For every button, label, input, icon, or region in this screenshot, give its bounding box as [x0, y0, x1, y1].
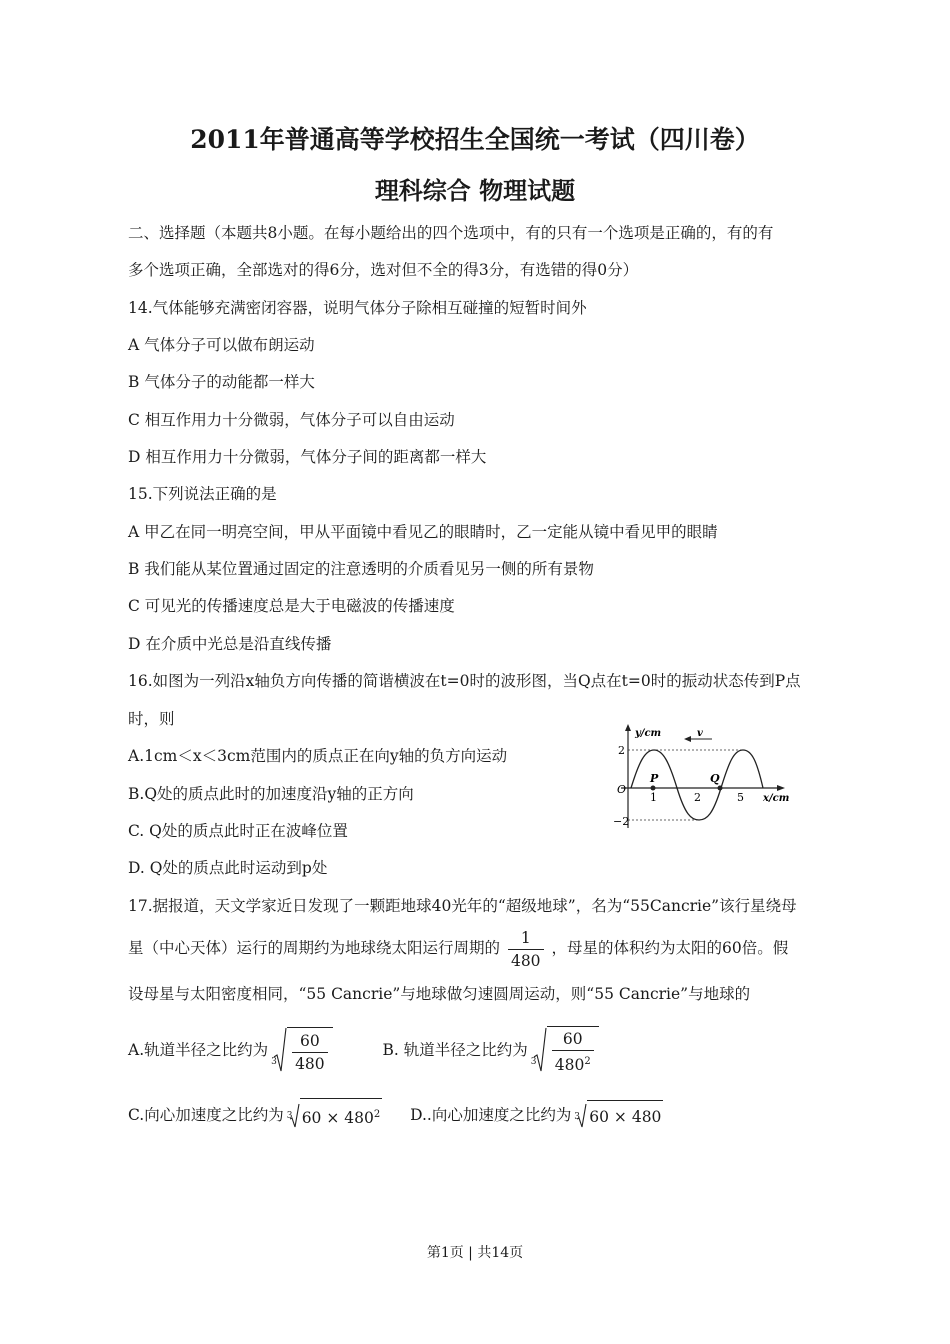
q15-option-a: A 甲乙在同一明亮空间，甲从平面镜中看见乙的眼睛时，乙一定能从镜中看见甲的眼睛	[128, 523, 718, 541]
q16-option-b: B.Q处的质点此时的加速度沿y轴的正方向	[128, 785, 414, 803]
wave-q-label: Q	[710, 772, 720, 785]
q17-option-d-root	[576, 1099, 663, 1133]
q16-stem-line-1: 16.如图为一列沿x轴负方向传播的简谐横波在t=0时的波形图，当Q点在t=0时的振动状态传到P点	[128, 672, 801, 690]
q17-option-d-radicand	[587, 1100, 663, 1133]
q17-option-c-radicand	[300, 1098, 383, 1134]
q17-option-c-text: C.向心加速度之比约为	[128, 1106, 284, 1125]
q16-option-a: A.1cm＜x＜3cm范围内的质点正在向y轴的负方向运动	[128, 747, 508, 765]
wave-y-tick-top: 2	[618, 744, 625, 757]
q17-option-c-root-index: 3	[286, 1111, 293, 1121]
q17-option-b-denominator-base: 480	[554, 1056, 585, 1075]
q17-stem-line-2-pre: 星（中心天体）运行的周期约为地球绕太阳运行周期的	[128, 939, 501, 957]
q17-option-d-root-index: 3	[574, 1112, 580, 1123]
q15-option-c: C 可见光的传播速度总是大于电磁波的传播速度	[128, 597, 455, 615]
q17-stem-line-2-post: ，母星的体积约为太阳的60倍。假	[551, 939, 789, 957]
q17-option-c-expr: 60 × 480	[301, 1109, 374, 1128]
q17-option-b-text: B. 轨道半径之比约为	[382, 1041, 528, 1060]
instructions-line-1: 二、选择题（本题共8小题。在每小题给出的四个选项中，有的只有一个选项是正确的，有的有	[128, 224, 774, 242]
q17-option-b-root-index: 3	[530, 1057, 537, 1067]
q17-option-a-denominator: 480	[295, 1055, 325, 1074]
q16-stem-line-2: 时，则	[128, 710, 175, 728]
q17-period-denominator: 480	[510, 951, 541, 970]
q14-option-c: C 相互作用力十分微弱，气体分子可以自由运动	[128, 411, 455, 429]
wave-point-q	[718, 786, 723, 791]
q17-option-d-expr: 60 × 480	[589, 1107, 662, 1126]
q15-option-b: B 我们能从某位置通过固定的注意透明的介质看见另一侧的所有景物	[128, 560, 594, 578]
wave-point-p	[651, 786, 656, 791]
page-footer: 第1页 | 共14页	[426, 1245, 524, 1261]
q14-option-d: D 相互作用力十分微弱，气体分子间的距离都一样大	[128, 448, 487, 466]
q17-option-d-text: D..向心加速度之比约为	[410, 1106, 572, 1125]
q17-stem-line-1: 17.据报道，天文学家近日发现了一颗距地球40光年的“超级地球”，名为“55Cancrie”该行星绕母	[128, 897, 797, 915]
q17-option-a-fraction	[292, 1030, 328, 1075]
q17-option-a-root-index: 3	[271, 1057, 277, 1068]
q14-option-a: A 气体分子可以做布朗运动	[128, 336, 315, 354]
page-title: 2011年普通高等学校招生全国统一考试（四川卷）	[190, 125, 760, 154]
wave-y-label: y/cm	[635, 728, 662, 739]
wave-x-label: x/cm	[763, 793, 790, 804]
wave-p-label: P	[650, 772, 659, 785]
q17-option-a-root	[273, 1026, 333, 1076]
wave-x-tick-1: 1	[650, 791, 657, 804]
q17-period-fraction	[508, 927, 544, 972]
q14-stem: 14.气体能够充满密闭容器，说明气体分子除相互碰撞的短暂时间外	[128, 299, 587, 317]
q17-option-a-radicand	[287, 1027, 333, 1076]
q16-option-c: C. Q处的质点此时正在波峰位置	[128, 822, 348, 840]
wave-x-arrow	[777, 785, 785, 791]
q16-option-d: D. Q处的质点此时运动到p处	[128, 859, 328, 877]
q17-stem-line-2	[128, 924, 788, 972]
q17-option-c-exponent: 2	[373, 1109, 381, 1120]
q17-option-b-denominator	[552, 1051, 594, 1076]
q17-option-b-radicand	[547, 1026, 599, 1076]
wave-y-tick-bottom: −2	[613, 815, 630, 828]
wave-origin-label: O	[617, 783, 627, 796]
q17-option-b-exponent: 2	[584, 1055, 591, 1067]
q15-option-d: D 在介质中光总是沿直线传播	[128, 635, 332, 653]
wave-curve	[631, 750, 763, 820]
wave-x-tick-2: 2	[694, 791, 701, 804]
instructions-line-2: 多个选项正确，全部选对的得6分，选对但不全的得3分，有选错的得0分）	[128, 261, 639, 279]
wave-y-arrow	[625, 724, 631, 731]
q17-option-b-fraction	[552, 1028, 594, 1076]
q17-option-b-numerator: 60	[552, 1028, 594, 1051]
q17-option-b-root	[530, 1026, 599, 1076]
q17-options-ab	[128, 1026, 599, 1076]
q17-option-c-root	[286, 1098, 383, 1134]
q17-options-cd	[128, 1098, 663, 1134]
q17-stem-line-3: 设母星与太阳密度相同，“55 Cancrie”与地球做匀速圆周运动，则“55 Cancrie”与地球的	[128, 985, 751, 1003]
q15-stem: 15.下列说法正确的是	[128, 485, 277, 503]
wave-velocity-label: v	[697, 728, 703, 739]
wave-figure	[613, 722, 793, 834]
wave-x-tick-5: 5	[737, 791, 744, 804]
wave-velocity-arrowhead	[684, 736, 691, 742]
q17-option-a-numerator: 60	[292, 1030, 328, 1053]
q17-option-a-text: A.轨道半径之比约为	[128, 1041, 269, 1060]
page-subtitle: 理科综合 物理试题	[374, 176, 576, 205]
q17-period-numerator: 1	[508, 927, 544, 950]
q14-option-b: B 气体分子的动能都一样大	[128, 373, 315, 391]
